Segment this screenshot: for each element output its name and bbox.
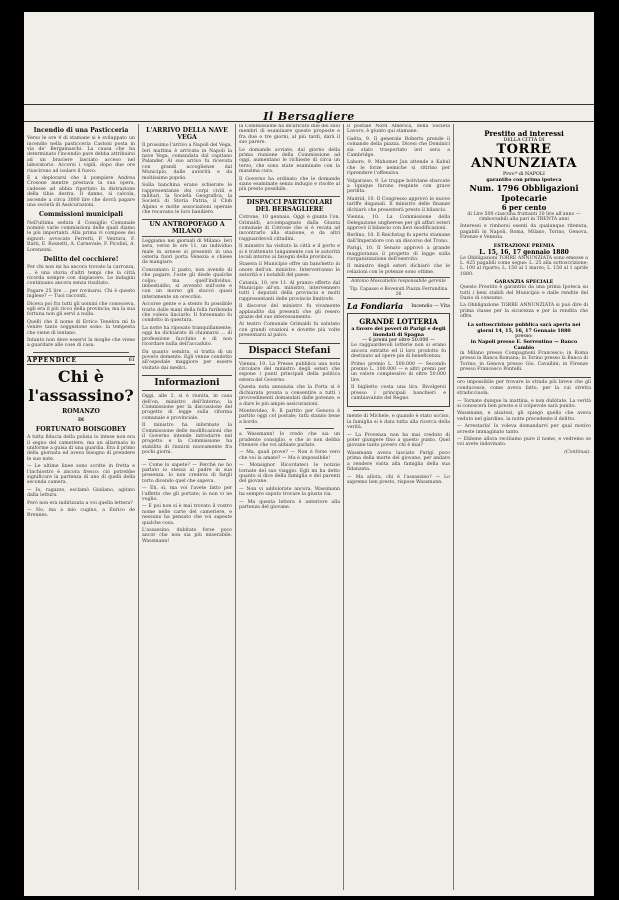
masthead bbox=[24, 104, 594, 122]
article-text: Il ministro degli esteri dichiarò che le relazioni con le potenze sono ottime. bbox=[347, 264, 450, 275]
continua-label: (Continua). bbox=[564, 449, 591, 455]
headline-vega: L'ARRIVO DELLA NAVE VEGA bbox=[146, 127, 228, 142]
article-text: Catania, 10, ore 11. Al pranzo offerto dal Municipio all'on. ministro, intervennero tutti i deputati della provincia e molti rappresentanti delle provincie limitrofe. bbox=[239, 280, 340, 302]
article-text: Gaëta, 9. Il generale Roberts prende il comando della piazza. Dicesi che Dominici sia stato trasportato ieri sera a Cambridge. bbox=[347, 136, 450, 159]
article-text: La notte ha riposato tranquillamente; oggi ha dichiarato di chiamarsi ... di professione facchino e di non ricordare nulla dell'accaduto. bbox=[142, 325, 232, 348]
novel-text: — Monsignor Ricordateci le notizie tornate del suo viaggio. Egli mi ha detto quanto si dice della famiglia e dei parenti del giovane. bbox=[239, 463, 340, 485]
prestito-dates: L. 15, 16, 17 gennaio 1880 bbox=[479, 248, 569, 256]
column-4 bbox=[344, 124, 454, 890]
novel-di: DI bbox=[77, 417, 84, 423]
prestito-title: Prestito ad interessi bbox=[484, 129, 564, 138]
article-text: Verso le ore 4 di stamane si è sviluppato un incendio nella pasticceria Castoni posta in via de' Bergamaschi. La causa che ha determinato l'incendio pare debba attribuirsi ad un braciere lasciato acceso nel laboratorio. Accorsi i vigili, dopo due ore riuscirono ad isolare il fuoco. bbox=[27, 136, 135, 174]
novel-text: — Arrestarla! Io voleva domandarvi per qual motivo avreste immaginato tanto. bbox=[457, 424, 591, 435]
article-text: la Commissione ha incaricato due dei suoi membri di esaminare queste proposte e fra due o tre giorni, al più tardi, darà il suo parere. bbox=[239, 124, 340, 146]
prestito-info: Interessi e rimborsi esenti da qualunque ritenuta, pagabili in Napoli, Roma, Milano, Torino, Genova, Firenze e Venezia. bbox=[460, 224, 588, 241]
prestito-info: La Obbligazione TORRE ANNUNZIATA si può dire di prima classe per la sicurezza e per la rendita che offre. bbox=[460, 303, 588, 320]
article-text: Leggiamo nei giornali di Milano: Ieri sera, verso le ore 11, un individuo male in arnese si presentò in una osteria fuori porta Venezia e chiese da mangiare. bbox=[142, 238, 232, 266]
prestito-presso: presso: bbox=[515, 333, 533, 339]
article-text: Lahore, 9. Mahomet Jan attende a Kabul che le forze nemiche si ritirino per riprendere l'offensiva. bbox=[347, 160, 450, 177]
article-text: È a deplorarsi che il pompiere Andrea Crosone mentre prestava la sua opera, cadesse ad abbia riportato la distrazione della tibia destra. Il danno, si calcola, ascende a circa 3000 lire che dovrà pagare una società di Assicurazioni. bbox=[27, 175, 135, 208]
lottery-ad bbox=[347, 313, 450, 407]
article-text: Il discorso del ministro fu vivamente applaudito dai presenti che gli resero grazie del suo interessamento. bbox=[239, 304, 340, 321]
novel-text: Però non era indirizzata a voi quella lettera? bbox=[27, 500, 133, 506]
novel-text: — Tornate dunque la mattina, e non dubitate. La verità si conoscerà ben presto e il colpevole sarà punito. bbox=[457, 398, 591, 409]
novel-title: Chi è l'assassino? bbox=[28, 366, 134, 405]
article-text: Cotrone, 10 gennaio. Oggi è giunto l'on. Grimaldi, accompagnato dalla Giunta comunale di Cotrone che si è recata ad incontrarlo alla stazione, e da altri ragguardevoli cittadini. bbox=[239, 215, 340, 242]
headline-incendio: Incendio di una Pasticceria bbox=[33, 127, 129, 134]
article-text: Questa nota annunzia che la Porta si è dichiarata pronta a consentire a tutti i provvedimenti domandati dalle potenze, e a dare le più ampie assicurazioni. bbox=[239, 385, 340, 407]
lottery-text: Le ragguardevoli lotterie non si erano ancora estratte ed il loro prodotto fu destinato ad opere pie di beneficenza. bbox=[351, 343, 446, 360]
prestito-obbligazioni: Num. 1796 Obbligazioni Ipotecarie bbox=[469, 182, 579, 203]
divider bbox=[245, 428, 334, 429]
prestito-ad bbox=[457, 126, 591, 378]
prestito-napoli: in Napoli presso E. Sorrentino — Banco Cambio bbox=[470, 338, 578, 351]
prestito-info: di Lire 500 ciascuna fruttanti 30 lire all'anno — rimborsabili alla pari in TRENTA anni bbox=[467, 211, 581, 222]
novel-text: — Non vi addolorate ancora. Wassmann ha sempre saputo trovare la giusta via. bbox=[239, 486, 340, 498]
article-text: Al teatro Comunale Grimaldi fu salutato con grandi ovazioni e dovette più volte presentarsi al palco. bbox=[239, 322, 340, 339]
prestito-town: TORRE ANNUNZIATA bbox=[470, 142, 578, 172]
fondiaria-title: La Fondiaria bbox=[347, 301, 404, 312]
article-text: Da quanto sembra, si tratta di un povero demente. Egli venne condotto all'ospedale maggiore per essere visitato dai medici. bbox=[142, 349, 232, 371]
article-text: Vienna, 10. La Presse pubblica una nota circolare del ministro degli esteri che espone i punti principali della politica estera del Governo. bbox=[239, 361, 340, 383]
novel-text: — Ma, quali prove? — Non è forse vero che voi la amate? — Ma è impossibile! bbox=[239, 450, 340, 461]
fondiaria-ad bbox=[347, 301, 450, 311]
column-5 bbox=[454, 124, 594, 890]
novel-text: oro impossibile per trovare la strada più breve che gli conducesse, come aveva fatto, per la cui stretta stradicciuola. bbox=[457, 380, 591, 397]
novel-text: A tutta fiducia della polizia lo intese non era il segno del cameriere, ma un allarmata in uniforme a guisa di una guardia. Era il primo della giornata ed aveva bisogno di prendere le sue note. bbox=[27, 435, 135, 462]
article-text: Diceva poi fra tutti gli uomini che conosceva, egli era il più ricco della provincia; ma la sua fortuna non gli servì a nulla. bbox=[27, 301, 135, 318]
appendice-number: 61 bbox=[128, 356, 135, 363]
article-text: Montevideo, 9. Il partito per Genova è partito oggi col postale; tutti stanno bene a bordo. bbox=[239, 408, 340, 425]
article-text: Per chi non mi ha ancora trovato la carrozza, ... è una storia d'altri tempi che la città ricorda sempre con dispiacere. Le indagini continuano ancora senza risultato. bbox=[27, 265, 135, 287]
newspaper-page bbox=[24, 12, 594, 896]
article-text: Vienna, 10. La Commissione della Delegazione ungherese per gli affari esteri approvò il bilancio con lievi modificazioni. bbox=[347, 215, 450, 231]
novel-text: — La Provenza non ha mai creduto di poter giungere fino a questo punto. Quel giovane tanto povero chi è mai? bbox=[347, 432, 450, 449]
article-text: Pagare 25 lire ... per rovinarsi. Chi è questo inglese? — Tuoi racconti. bbox=[27, 288, 135, 300]
prestito-provincia: Prov.ª di NAPOLI bbox=[503, 171, 545, 177]
prestito-info: Questo Prestito è garantito da una prima Ipoteca su tutti i beni stabili del Municipio e dalle rendite del Dazio di consumo. bbox=[460, 285, 588, 302]
article-text: Quelli che il nome di Errico Tenebra mi fa venire tanto soggezione sono: la tempesta che viene di lontano. bbox=[27, 319, 135, 336]
article-text: il postale Nord America, della Società Lavoro, è giunto qui stamane. bbox=[347, 124, 450, 135]
article-text: Il ministro ha informato la Commissione delle modificazioni che il Governo intende introdurre nel progetto e la Commissione ha stabilito di riunirsi nuovamente fra pochi giorni. bbox=[142, 423, 232, 456]
prestito-info: in Milano presso Compagnoni Francesco; in Roma presso la Banca Romana; in Torino presso la Banca di Torino; in Genova presso Gio. Cavallini; in Firenze presso Francesco Pontelli. bbox=[460, 350, 588, 372]
article-text: Le domande avviate, dal giorno della prima riunione della Commissione ad oggi, aumentano le richieste di circa un terzo, che sono state esaminate con la massima cura. bbox=[239, 147, 340, 175]
tipografia-line: Tip. Capasso e Bovenuti Piazza Ferrandina 26 bbox=[347, 287, 450, 300]
appendice-label: APPENDICE bbox=[27, 356, 78, 364]
fondiaria-subtitle: Incendio — Vita bbox=[411, 303, 450, 309]
novel-text: Wassmann, e alzatosi, gli spiegò quello che aveva veduto nel giardino, la notte precedente il delitto. bbox=[457, 411, 591, 422]
headline-antropofago: UN ANTROPOFAGO A MILANO bbox=[142, 219, 232, 237]
novel-text: — Ma allora, chi è l'assassino? — Lo sapremo ben presto, rispose Wassmann. bbox=[347, 474, 450, 485]
headline-delitto: Delitto del cocchiere! bbox=[43, 255, 119, 263]
article-text: Oggi, alle 2, si è riunita, in casa dell'on. ministro dell'Interno, la Commissione per la discussione del progetto di legge sulla riforma comunale e provinciale. bbox=[142, 394, 232, 421]
article-text: Stasera il Municipio offre un banchetto in onore dell'on. ministro. Interverranno le autorità e i notabili del paese. bbox=[239, 262, 340, 279]
novel-text: L'assassino, dubitato forse poco ancor che non sia più miserabile. Wassmann! bbox=[142, 528, 232, 544]
lottery-prizes: — 6 premi per oltre 50.000 — bbox=[362, 338, 435, 344]
prestito-sottoscrizione: La sottoscrizione pubblica sarà aperta nei giorni 14, 15, 16, 17 Gennaio 1880 bbox=[467, 321, 581, 334]
gerente-line: Antonio Moscatiello responsabile gerente bbox=[347, 277, 450, 284]
headline-informazioni: Informazioni bbox=[142, 375, 232, 391]
novel-text: — No, ma a mio cugino, a Enrico de Brennes. bbox=[27, 508, 135, 519]
novel-text: Wassmann aveva lasciato Parigi poco prima della morte del giovane, per andare a rendere visita alla famiglia della sua fidanzata. bbox=[347, 450, 450, 473]
article-text: Accorse gente e a stento fu possibile trarlo dalle mani della folla furibonda che voleva linciarlo. Il forsennato fu condotto in questura. bbox=[142, 302, 232, 324]
article-text: Intanto non deve esservi la moglie che viene a guardare alle cose di casa. bbox=[27, 337, 135, 349]
novel-text: — Eh, sì, ma voi l'avete fatto per l'affetto che gli portate; io non vi ne voglio. bbox=[142, 486, 232, 503]
novel-text: — Ebbene allora recitiamo pure il nome, e vedremo se voi avete indovinato. bbox=[457, 436, 591, 448]
novel-text: mente di Michele, e quando è stato ucciso, la famiglia si è data tutta alla ricerca della verità. bbox=[347, 414, 450, 431]
column-3 bbox=[236, 124, 344, 890]
masthead-title: Il Bersagliere bbox=[263, 110, 355, 123]
article-text: Il ministro ha visitato la città e il porto e si è trattenuto lungamente con le autorità locali intorno ai bisogni della provincia. bbox=[239, 244, 340, 260]
article-text: Berlino, 10. Il Reichstag fu aperto stamane dall'Imperatore con un discorso del Trono. bbox=[347, 233, 450, 244]
headline-dispacci-stefani: Dispacci Stefani bbox=[239, 343, 340, 359]
prestito-citta: DELLA CITTÀ DI bbox=[503, 138, 545, 143]
prestito-estrazione: ESTRAZIONE PREMIA bbox=[493, 242, 555, 249]
article-text: Madrid, 10. Il Congresso approvò le nuove tariffe doganali. Il ministro delle finanze dichiarò che presenterà presto il bilancio. bbox=[347, 196, 450, 213]
novel-text: — E poi non si è mai trovato il vostro nome nelle carte del cameriere, e nessuno ha pensato che voi sapeste qualche cosa. bbox=[142, 504, 232, 526]
divider bbox=[353, 410, 444, 411]
prestito-garanzia-speciale: GARANZIA SPECIALE bbox=[494, 279, 554, 286]
article-text: Il prossimo l'arrivo a Napoli del Vega. Ieri mattina è arrivata in Napoli la nave Vega, comandata dal capitano Palander. Al suo arrivo fu ricevuta con grandi accoglienze dal Municipio, dalle autorità e da moltissimo popolo. bbox=[142, 143, 232, 181]
headline-dispacci-particolari: DISPACCI PARTICOLARI DEL BERSAGLIERE bbox=[239, 196, 340, 213]
novel-text: — Io, ragazzo, esclamò Giuliano, agitato dalla lettura. bbox=[27, 487, 135, 499]
article-text: Il Governo ha ordinato che le domande siano esaminate senza indugio e risolte al più presto possibile. bbox=[239, 176, 340, 193]
lottery-text: Primo premio L. 500.000 — Secondo premio L. 100.000 — e altri premi per un valore complessivo di oltre 50.000 lire. bbox=[351, 361, 446, 383]
novel-text: a Wassmann! Io credo che sia un prudente consiglio, e che io non debba ritenere che voi abbiate parlato. bbox=[239, 432, 340, 448]
novel-text: — Le ultime linee sono scritte in fretta e l'inchiostro è ancora fresco: ciò potrebbe significare la partenza di uno di quelli della seconda camera. bbox=[27, 464, 135, 486]
divider bbox=[148, 459, 226, 460]
novel-text: — Ma questa lettera è anteriore alla partenza del giovane. bbox=[239, 499, 340, 510]
lottery-title: GRANDE LOTTERIA bbox=[359, 317, 438, 327]
prestito-info: Le Obbligazioni TORRE ANNUNZIATA sono emesse a L. 425 pagabili come segue: L. 25 alla sottoscrizione; L. 100 al riparto; L. 150 al 1 marzo; L. 150 al 1 aprile 1880. bbox=[460, 255, 588, 277]
article-text: Nell'ultima seduta il Consiglio Comunale nominò varie commissioni delle quali diamo le più importanti. Alla prima vi compose dei signori: avvocato Ferretti, P. Ventura, F. Ratti, E. Rossetti, A. Carnevale, F. Picolini, A. Lorenzoni. bbox=[27, 220, 135, 253]
article-text: Sulla banchina erano schierate le rappresentanze dei corpi civili e militari, la Società Geografica, la Società di Storia Patria, il Club Alpino e molte associazioni operaie che recavano le loro bandiere. bbox=[142, 183, 232, 216]
novel-romanzo: ROMANZO bbox=[62, 407, 100, 415]
appendice-bar bbox=[27, 356, 135, 365]
column-1 bbox=[24, 124, 139, 890]
column-2 bbox=[139, 124, 236, 890]
novel-author: FORTUNATO BOISGOBEY bbox=[35, 426, 127, 434]
novel-text: — Come lo sapete? — Perché ne ho parlato io stessa al padre in sua presenza. Io non credeva di fargli torto dicendo quel che sapeva. bbox=[142, 462, 232, 484]
lottery-subtitle: a favore dei poveri di Parigi e degli inondati di Spagna bbox=[351, 326, 446, 339]
article-text: Consumato il pasto, non avendo di che pagare, l'oste gli diede qualche colpo; ma quell'individuo, imbestialito, si avventò sull'oste e con un morso gli staccò quasi interamente un orecchio. bbox=[142, 267, 232, 300]
headline-commissioni: Commissioni municipali bbox=[39, 211, 123, 219]
prestito-garanzia: garantito con prima ipoteca bbox=[486, 176, 562, 183]
article-text: Valparaiso, 9. Le truppe boliviane sbarcate a Iquique furono respinte con grave perdita. bbox=[347, 178, 450, 195]
prestito-percento: 6 per cento bbox=[501, 202, 547, 212]
lottery-text: Il biglietto costa una lira. Rivolgersi presso i principali banchieri e cambiavalute del Regno. bbox=[351, 385, 446, 402]
divider bbox=[33, 352, 129, 353]
article-text: Parigi, 10. Il Senato approvò a grande maggioranza il progetto di legge sulla riorganizzazione dell'esercito. bbox=[347, 246, 450, 262]
